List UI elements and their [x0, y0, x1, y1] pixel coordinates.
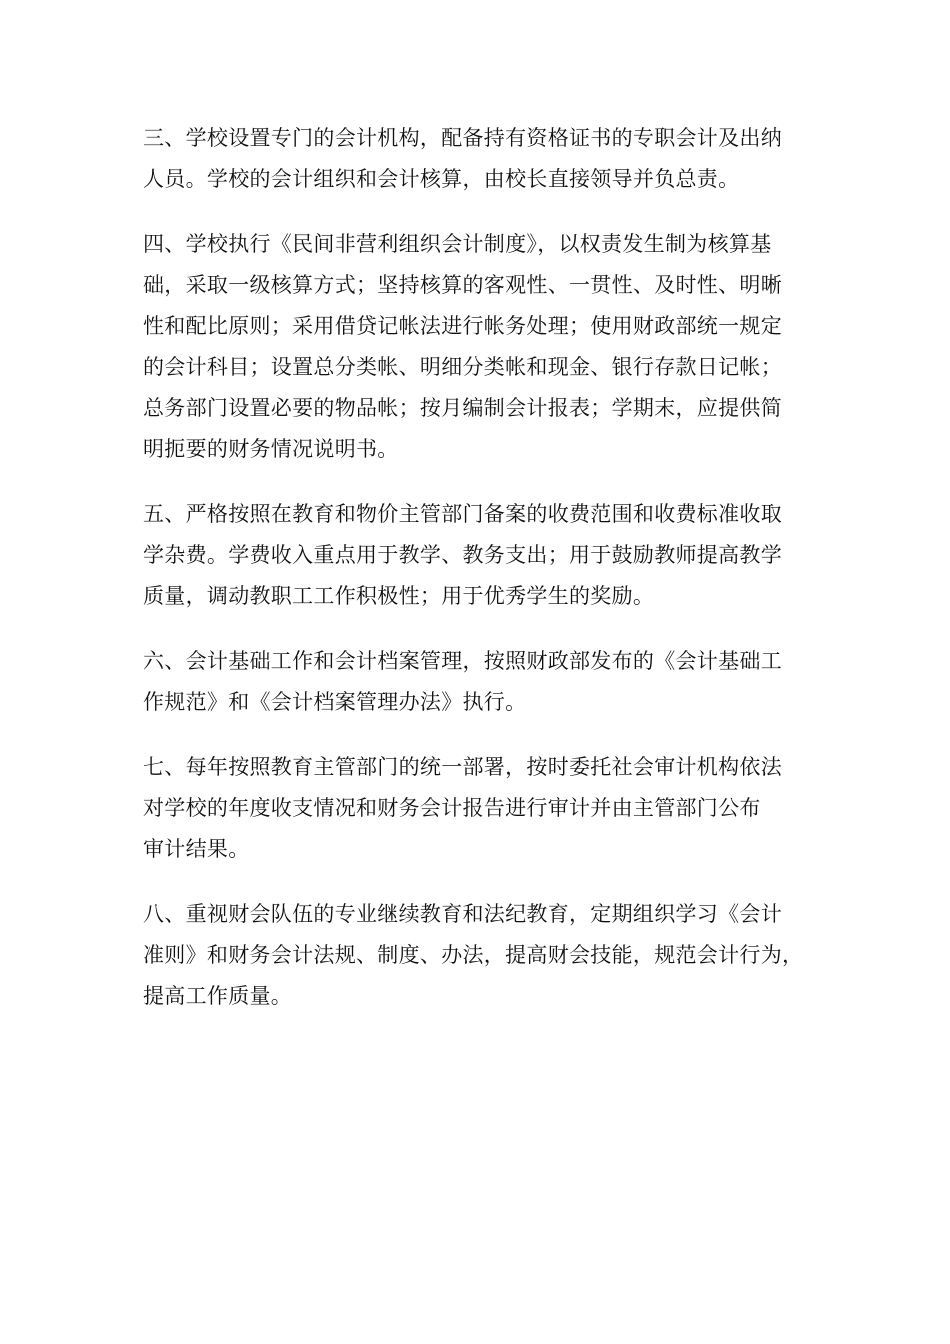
- paragraph-line: 三、学校设置专门的会计机构，配备持有资格证书的专职会计及出纳: [143, 126, 782, 150]
- paragraph-line: 人员。学校的会计组织和会计核算，由校长直接领导并负总责。: [143, 167, 740, 191]
- paragraph-line: 性和配比原则；采用借贷记帐法进行帐务处理；使用财政部统一规定: [143, 314, 782, 338]
- paragraph-line: 五、严格按照在教育和物价主管部门备案的收费范围和收费标准收取: [143, 502, 782, 526]
- paragraph-line: 六、会计基础工作和会计档案管理，按照财政部发布的《会计基础工: [143, 649, 782, 673]
- paragraph-line: 提高工作质量。: [143, 984, 293, 1008]
- paragraph-line: 作规范》和《会计档案管理办法》执行。: [143, 690, 527, 714]
- paragraph-line: 八、重视财会队伍的专业继续教育和法纪教育，定期组织学习《会计: [143, 902, 782, 926]
- paragraph-5: [143, 494, 811, 617]
- paragraph-6: [143, 641, 811, 723]
- paragraph-line: 审计结果。: [143, 837, 250, 861]
- paragraph-line: 学杂费。学费收入重点用于教学、教务支出；用于鼓励教师提高教学: [143, 543, 782, 567]
- paragraph-line: 总务部门设置必要的物品帐；按月编制会计报表；学期末，应提供简: [143, 396, 782, 420]
- paragraph-line: 四、学校执行《民间非营利组织会计制度》，以权责发生制为核算基: [143, 232, 772, 256]
- paragraph-line: 础，采取一级核算方式；坚持核算的客观性、一贯性、及时性、明晰: [143, 273, 782, 297]
- paragraph-line: 明扼要的财务情况说明书。: [143, 437, 399, 461]
- paragraph-7: [143, 747, 811, 870]
- paragraph-line: 对学校的年度收支情况和财务会计报告进行审计并由主管部门公布: [143, 796, 761, 820]
- paragraph-4: [143, 224, 811, 470]
- paragraph-line: 质量，调动教职工工作积极性；用于优秀学生的奖励。: [143, 584, 655, 608]
- document-body: [143, 118, 811, 1041]
- paragraph-line: 七、每年按照教育主管部门的统一部署，按时委托社会审计机构依法: [143, 755, 782, 779]
- paragraph-3: [143, 118, 811, 200]
- paragraph-line: 的会计科目；设置总分类帐、明细分类帐和现金、银行存款日记帐；: [143, 355, 782, 379]
- paragraph-line: 准则》和财务会计法规、制度、办法，提高财会技能，规范会计行为，: [143, 943, 804, 967]
- paragraph-8: [143, 894, 811, 1017]
